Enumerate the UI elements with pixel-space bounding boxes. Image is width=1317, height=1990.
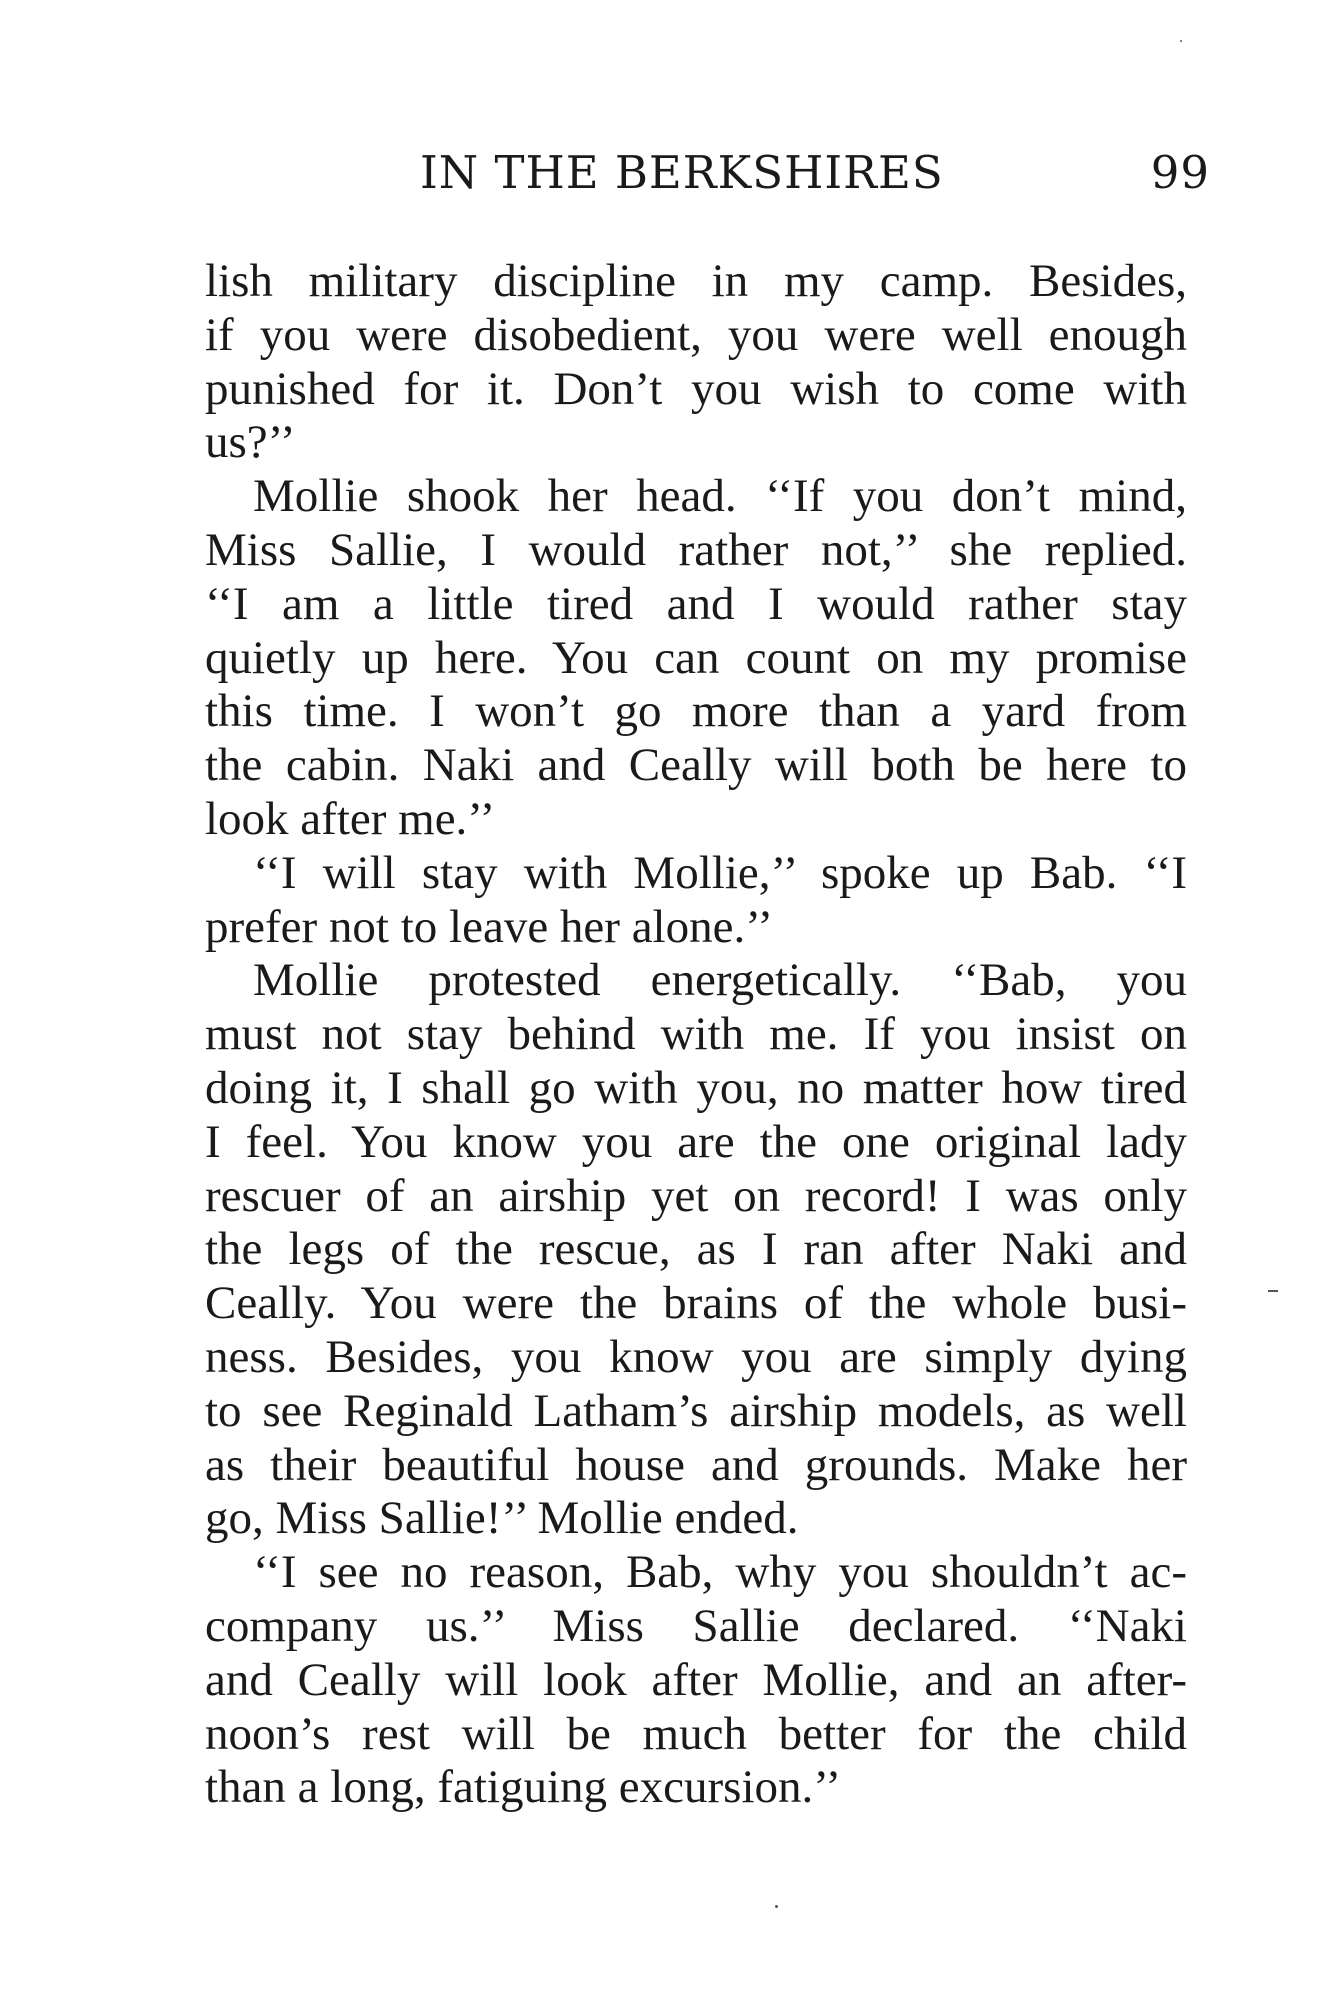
text-line: Mollie protested energetically. ‘‘Bab, you [253,954,1187,1007]
paragraph [205,954,1187,1546]
text-line: go, Miss Sallie!’’ Mollie ended. [205,1492,799,1545]
text-line: Ceally. You were the brains of the whole busi- [205,1277,1187,1330]
paragraph [205,1546,1187,1815]
text-line: ‘‘I see no reason, Bab, why you shouldn’t ac- [253,1546,1187,1599]
text-line: company us.’’ Miss Sallie declared. ‘‘Naki [205,1599,1187,1652]
text-line: doing it, I shall go with you, no matter how tired [205,1061,1187,1114]
text-line: ness. Besides, you know you are simply dying [205,1330,1187,1383]
paragraph [205,470,1187,847]
scan-speck [1180,40,1182,42]
text-line: I feel. You know you are the one original lady [205,1115,1187,1168]
body-text [205,255,1187,1815]
scan-speck [1268,1290,1278,1292]
text-line: Miss Sallie, I would rather not,’’ she replied. [205,523,1187,576]
paragraph [205,255,1187,470]
text-line: look after me.’’ [205,792,496,845]
text-line: rescuer of an airship yet on record! I was only [205,1169,1187,1222]
text-line: the legs of the rescue, as I ran after Naki and [205,1223,1187,1276]
text-line: ‘‘I am a little tired and I would rather stay [205,577,1187,630]
paragraph [205,847,1187,955]
text-line: this time. I won’t go more than a yard from [205,685,1187,738]
page-number: 99 [1150,146,1210,199]
text-line: quietly up here. You can count on my promise [205,631,1187,684]
text-line: lish military discipline in my camp. Besides, [205,255,1187,307]
text-line: as their beautiful house and grounds. Make her [205,1438,1187,1491]
text-line: than a long, fatiguing excursion.’’ [205,1761,842,1814]
text-line: punished for it. Don’t you wish to come with [205,362,1187,415]
text-line: the cabin. Naki and Ceally will both be here to [205,739,1187,792]
text-line: Mollie shook her head. ‘‘If you don’t mind, [253,470,1187,523]
text-line: must not stay behind with me. If you insist on [205,1008,1187,1061]
page-header [420,143,1220,203]
text-line: prefer not to leave her alone.’’ [205,900,774,953]
text-line: noon’s rest will be much better for the child [205,1707,1187,1760]
text-line: and Ceally will look after Mollie, and an after- [205,1653,1187,1706]
running-head: IN THE BERKSHIRES [420,146,944,199]
scan-speck [775,1905,778,1908]
text-line: to see Reginald Latham’s airship models, as well [205,1384,1187,1437]
text-line: us?’’ [205,416,296,469]
text-line: if you were disobedient, you were well enough [205,308,1187,361]
text-line: ‘‘I will stay with Mollie,’’ spoke up Bab. ‘‘I [253,846,1187,899]
